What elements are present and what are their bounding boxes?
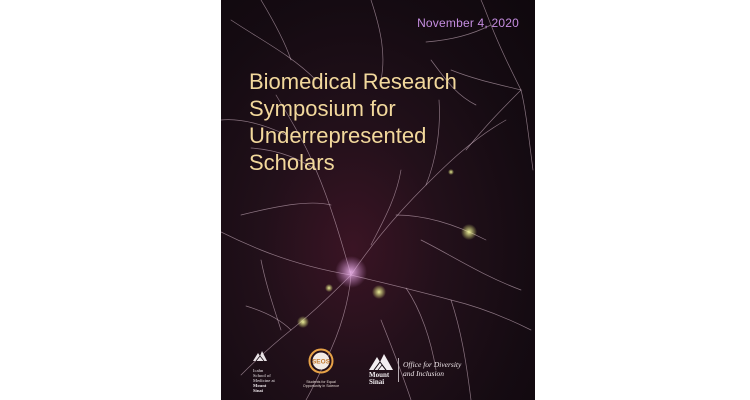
icahn-text-line: Sinai [253,388,263,393]
icahn-text-line: School of [253,373,271,378]
seos-logo [301,348,341,388]
icahn-logo-text [253,368,293,393]
office-line: Office for Diversity [403,360,462,369]
title-line: Biomedical Research [249,69,457,94]
seos-mark-text: SEOS [311,358,331,366]
seos-caption-line: Opportunity in Science [302,384,340,388]
mountain-peaks-icon [369,354,393,370]
title-line: Scholars [249,150,335,175]
title-line: Symposium for [249,96,396,121]
seos-caption [301,380,341,388]
mount-sinai-name-line: Sinai [369,378,385,386]
mount-sinai-name [369,372,389,386]
neuron-background-image [221,0,535,400]
symposium-poster [221,0,535,400]
office-diversity-inclusion-text [403,360,461,378]
icahn-text-line: Icahn [253,368,264,373]
logo-divider [398,358,399,382]
mountain-peaks-icon [253,351,267,361]
seos-emblem-icon [308,348,334,374]
mount-sinai-name-line: Mount [369,371,390,379]
seos-caption-line: Students for Equal [306,380,336,384]
icahn-text-line: Medicine at [253,378,275,383]
symposium-title [249,68,529,176]
office-line: and Inclusion [403,369,445,378]
icahn-text-line: Mount [253,383,267,388]
event-date: November 4, 2020 [417,16,519,30]
title-line: Underrepresented [249,123,427,148]
icahn-school-logo [253,348,293,393]
